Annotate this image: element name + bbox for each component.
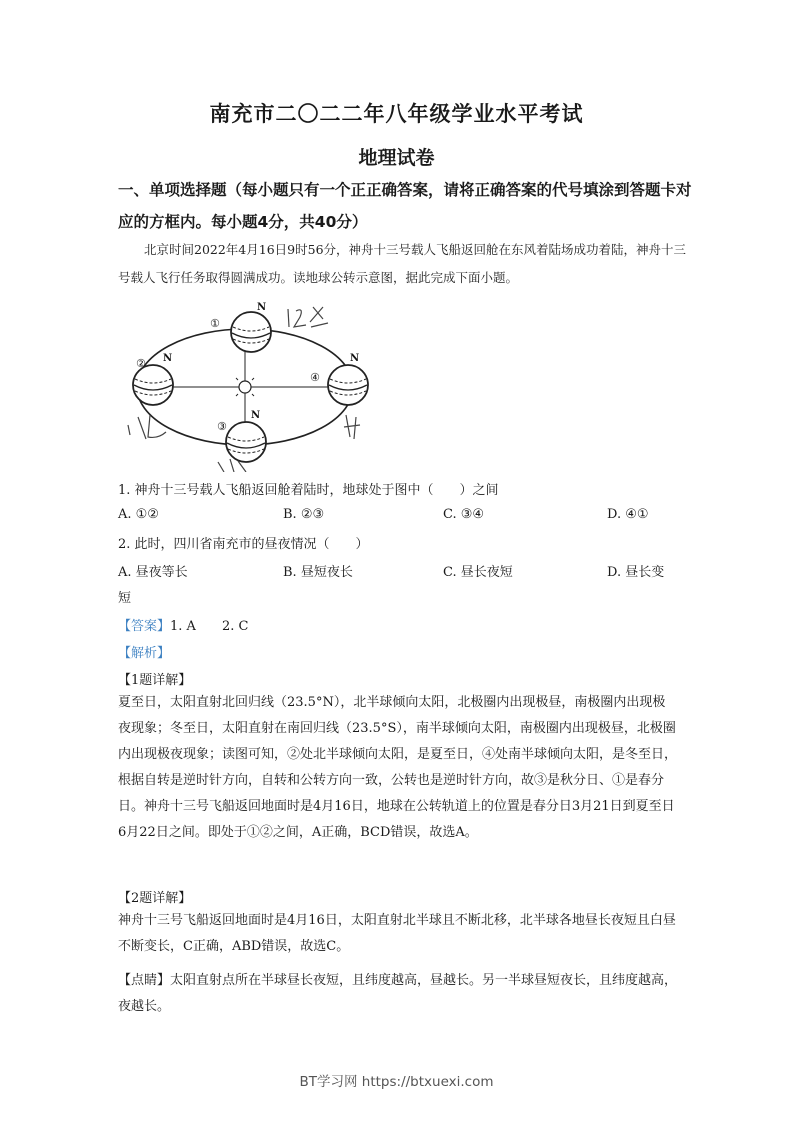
orbit-diagram-icon — [118, 297, 388, 472]
q2-option-a: A. 昼夜等长 — [118, 565, 188, 580]
intro-paragraph: 北京时间2022年4月16日9时56分，神舟十三号载人飞船返回舱在东风着陆场成功着陆，神舟十三号载人飞行任务取得圆满成功。读地球公转示意图，据此完成下面小题。 — [118, 242, 687, 285]
q1-detail-text: 夏至日，太阳直射北回归线（23.5°N），北半球倾向太阳，北极圈内出现极昼，南极圈内出现极夜现象；冬至日，太阳直射在南回归线（23.5°S），南半球倾向太阳，南极圈内出现极昼，北极圈内出现极夜现象；读图可知，②处北半球倾向太阳，是夏至日，④处南半球倾向太阳，是冬至日，根据自转是逆时针方向，自转和公转方向一致，公转也是逆时针方向，故③是秋分日、①是春分日。神舟十三号飞船返回地面时是4月16日，地球在公转轨道上的位置是春分日3月21日到夏至日6月22日之间。即处于①②之间，A正确，BCD错误，故选A。 — [118, 695, 678, 840]
q1-option-d: D. ④① — [607, 507, 649, 522]
q2-option-c: C. 昼长夜短 — [443, 565, 513, 580]
tip-label: 【点睛】 — [118, 973, 171, 988]
q2-detail-heading: 【2题详解】 — [118, 891, 192, 906]
svg-text:N: N — [251, 410, 261, 421]
question-2: 2. 此时，四川省南充市的昼夜情况（ ） — [118, 537, 369, 552]
q2-option-b: B. 昼短夜长 — [283, 565, 353, 580]
q2-option-d-wrap: 短 — [118, 591, 132, 606]
answer-value: 1. A 2. C — [170, 619, 249, 634]
svg-text:③: ③ — [217, 420, 227, 433]
svg-text:②: ② — [136, 357, 146, 370]
tip-text: 太阳直射点所在半球昼长夜短，且纬度越高，昼越长。另一半球昼短夜长，且纬度越高，夜越长。 — [118, 973, 678, 1014]
exam-subtitle: 地理试卷 — [358, 147, 435, 169]
answer-label: 【答案】 — [118, 619, 171, 634]
q1-option-a: A. ①② — [118, 507, 159, 522]
q1-detail-heading: 【1题详解】 — [118, 673, 192, 688]
earth-revolution-diagram — [118, 297, 388, 472]
svg-text:N: N — [257, 302, 267, 313]
analysis-label: 【解析】 — [118, 646, 171, 661]
q2-option-d: D. 昼长变 — [607, 565, 665, 580]
exam-title: 南充市二〇二二年八年级学业水平考试 — [209, 102, 584, 126]
section-heading: 一、单项选择题（每小题只有一个正正确答案，请将正确答案的代号填涂到答题卡对应的方框内。每小题4分，共40分） — [118, 181, 692, 231]
svg-text:④: ④ — [310, 371, 320, 384]
footer-watermark: BT学习网 https://btxuexi.com — [299, 1074, 494, 1090]
q1-option-b: B. ②③ — [283, 507, 325, 522]
q2-detail-text: 神舟十三号飞船返回地面时是4月16日，太阳直射北半球且不断北移，北半球各地昼长夜短且白昼不断变长，C正确，ABD错误，故选C。 — [118, 913, 676, 954]
svg-text:N: N — [163, 353, 173, 364]
answer-line — [118, 615, 248, 634]
question-1: 1. 神舟十三号载人飞船返回舱着陆时，地球处于图中（ ）之间 — [118, 483, 499, 498]
tip-paragraph — [118, 968, 678, 1020]
q1-option-c: C. ③④ — [443, 507, 485, 522]
svg-text:N: N — [350, 353, 360, 364]
svg-text:①: ① — [210, 317, 220, 330]
